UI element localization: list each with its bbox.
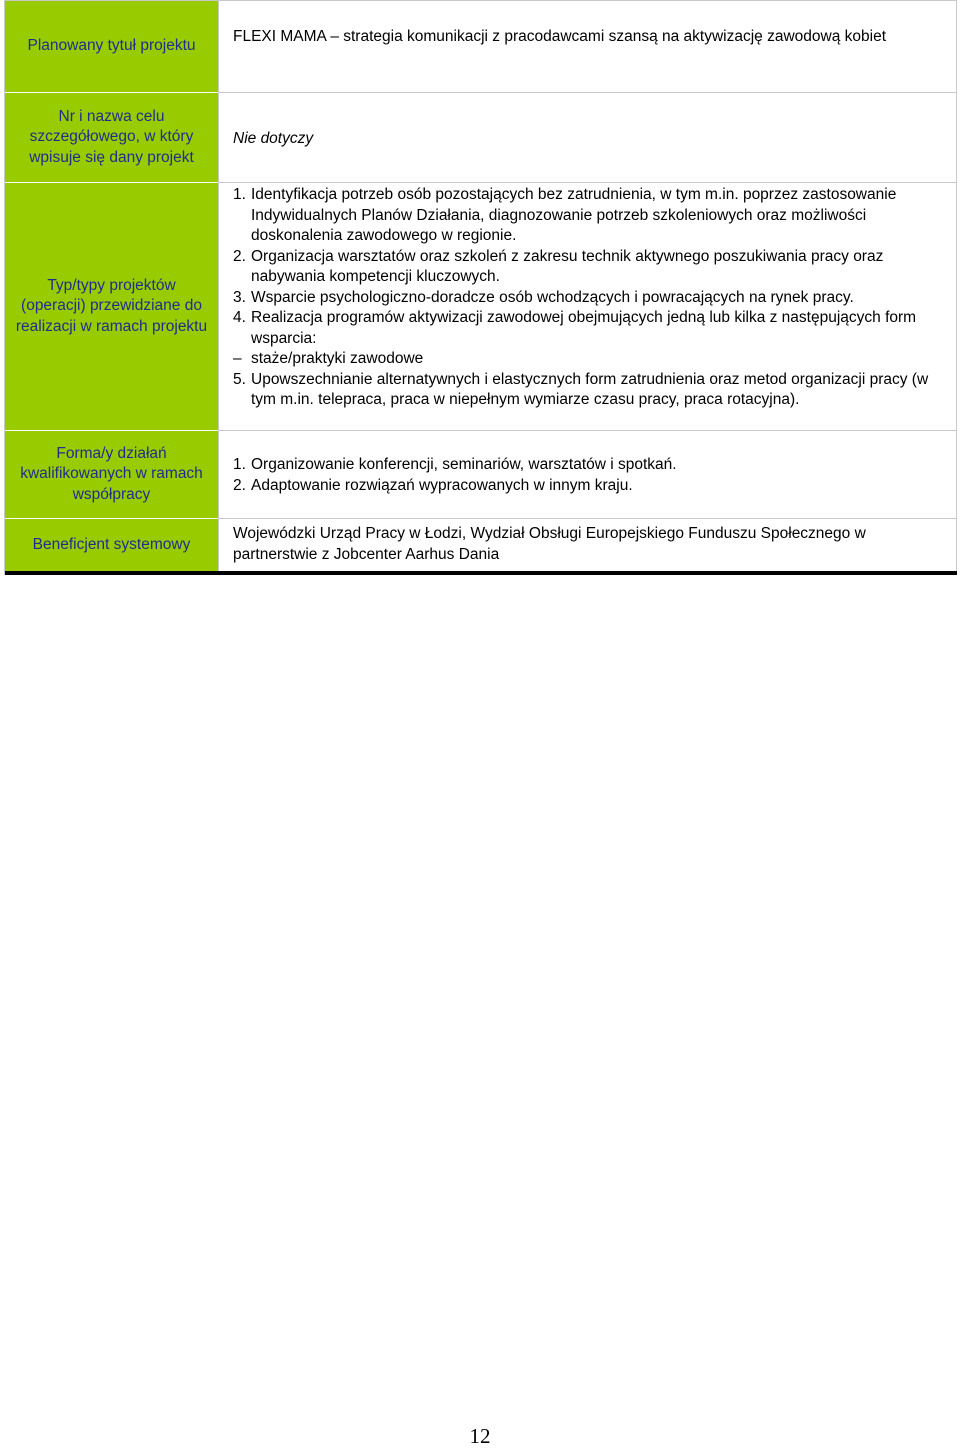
list-item-number: 3. [233,288,246,306]
list-item-text: Upowszechnianie alternatywnych i elastycznych form zatrudnienia oraz metod organizacji pracy (w tym m.in. telepraca, praca w niepełnym wymiarze czasu pracy, praca rotacyjna). [251,370,929,408]
list-item [233,476,942,497]
value-project-title: FLEXI MAMA – strategia komunikacji z pracodawcami szansą na aktywizację zawodową kobiet [218,1,957,93]
forms-list [233,455,942,496]
list-item-number: 1. [233,186,246,203]
list-item-text: Identyfikacja potrzeb osób pozostających bez zatrudnienia, w tym m.in. poprzez zastosowanie Indywidualnych Planów Działania, diagnozowanie potrzeb szkoleniowych oraz możliwości doskonalenia zawodowego w regionie. [251,186,897,244]
row-project-types [5,183,957,431]
list-item-text: Organizacja warsztatów oraz szkoleń z zakresu technik aktywnego poszukiwania pracy oraz nabywania kompetencji kluczowych. [251,247,884,285]
value-project-types [218,183,957,431]
value-goal: Nie dotyczy [218,93,957,183]
list-item [233,308,942,349]
row-project-title [5,0,957,93]
label-forms: Forma/y działań kwalifikowanych w ramach współpracy [5,431,218,519]
label-beneficiary: Beneficjent systemowy [5,519,218,571]
row-forms [5,431,957,519]
list-item [233,455,942,476]
dash-bullet-icon: – [233,350,242,367]
list-item [233,185,942,247]
list-item-number: 5. [233,370,246,388]
label-project-title: Planowany tytuł projektu [5,1,218,93]
list-item-text: Adaptowanie rozwiązań wypracowanych w innym kraju. [251,476,633,494]
value-forms [218,431,957,519]
list-item-text: Wsparcie psychologiczno-doradcze osób wchodzących i powracających na rynek pracy. [251,288,854,306]
row-goal [5,93,957,183]
list-item [233,288,942,309]
list-item-number: 4. [233,309,246,326]
sub-list-item [233,349,942,370]
list-item-number: 2. [233,247,246,265]
project-types-list-continued [233,370,942,411]
list-item-text: Organizowanie konferencji, seminariów, warsztatów i spotkań. [251,456,677,473]
project-types-list [233,185,942,349]
list-item [233,247,942,288]
project-info-table [4,0,957,575]
label-goal: Nr i nazwa celu szczegółowego, w który wpisuje się dany projekt [5,93,218,183]
list-item-number: 1. [233,456,246,473]
page-number: 12 [469,1424,491,1448]
list-item-number: 2. [233,476,246,494]
sub-list-item-text: staże/praktyki zawodowe [251,350,424,367]
label-project-types: Typ/typy projektów (operacji) przewidziane do realizacji w ramach projektu [5,183,218,431]
list-item-text: Realizacja programów aktywizacji zawodowej obejmujących jedną lub kilka z następujących form wsparcia: [251,309,917,347]
value-beneficiary: Wojewódzki Urząd Pracy w Łodzi, Wydział Obsługi Europejskiego Funduszu Społecznego w partnerstwie z Jobcenter Aarhus Dania [218,519,957,571]
row-beneficiary [5,519,957,575]
list-item [233,370,942,411]
